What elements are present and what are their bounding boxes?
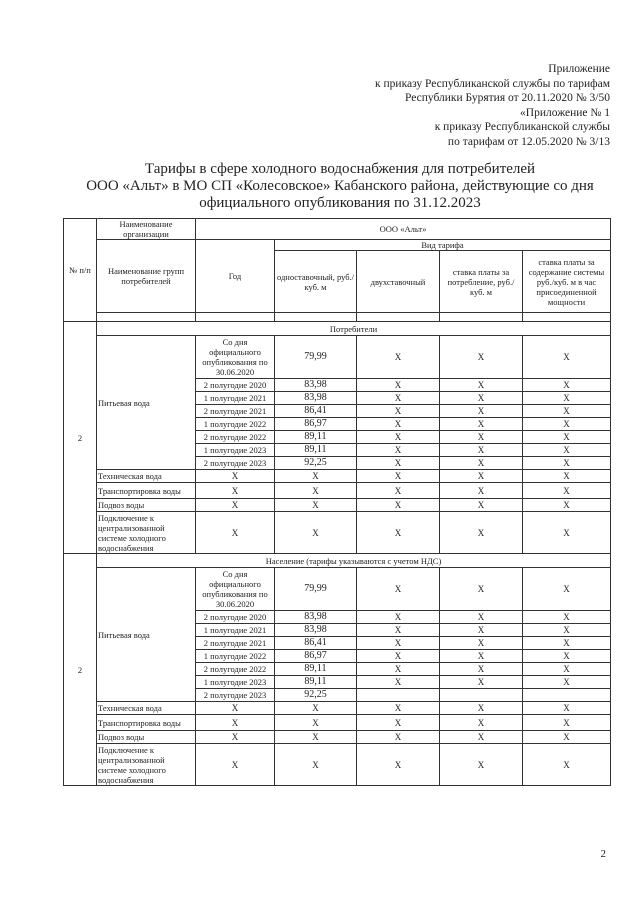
tariff-value: 79,99	[275, 568, 357, 611]
x-mark: Х	[523, 499, 611, 512]
title-line: ООО «Альт» в МО СП «Колесовское» Кабанского района, действующие со дня	[86, 178, 594, 194]
x-mark: Х	[440, 470, 523, 483]
x-mark: Х	[357, 715, 440, 731]
tariff-value: 83,98	[275, 624, 357, 637]
x-mark: Х	[440, 663, 523, 676]
x-mark: Х	[275, 512, 357, 554]
x-mark: Х	[523, 512, 611, 554]
empty-cell	[357, 689, 440, 702]
tariff-value: 89,11	[275, 444, 357, 457]
x-mark: Х	[275, 483, 357, 499]
x-mark: Х	[357, 611, 440, 624]
header-line: по тарифам от 12.05.2020 № 3/13	[447, 135, 610, 148]
group-name: Техническая вода	[97, 702, 196, 715]
title-line: Тарифы в сфере холодного водоснабжения для потребителей	[144, 161, 536, 177]
x-mark: Х	[523, 702, 611, 715]
period-cell: 1 полугодие 2021	[196, 392, 275, 405]
x-mark: Х	[440, 715, 523, 731]
x-mark: Х	[523, 676, 611, 689]
period-cell: 1 полугодие 2021	[196, 624, 275, 637]
x-mark: Х	[523, 470, 611, 483]
x-mark: Х	[357, 457, 440, 470]
x-mark: Х	[357, 624, 440, 637]
x-mark: Х	[196, 499, 275, 512]
x-mark: Х	[523, 568, 611, 611]
section-title: Потребители	[97, 322, 611, 336]
tariff-table	[63, 218, 611, 786]
period-cell: 2 полугодие 2020	[196, 379, 275, 392]
period-cell: 2 полугодие 2021	[196, 637, 275, 650]
x-mark: Х	[357, 663, 440, 676]
tariff-value: 83,98	[275, 392, 357, 405]
x-mark: Х	[440, 676, 523, 689]
x-mark: Х	[523, 392, 611, 405]
x-mark: Х	[440, 444, 523, 457]
page-number: 2	[600, 848, 606, 860]
tariff-value: 86,41	[275, 637, 357, 650]
x-mark: Х	[440, 379, 523, 392]
x-mark: Х	[523, 650, 611, 663]
tariff-value: 86,97	[275, 418, 357, 431]
tariff-value: 86,97	[275, 650, 357, 663]
section-number: 2	[64, 322, 97, 554]
x-mark: Х	[523, 483, 611, 499]
x-mark: Х	[440, 744, 523, 786]
x-mark: Х	[523, 715, 611, 731]
header-tariff-kind: Вид тарифа	[275, 240, 611, 251]
x-mark: Х	[357, 392, 440, 405]
header-consumption-rate: ставка платы за потребление, руб./ куб. м	[440, 251, 523, 313]
section-number: 2	[64, 554, 97, 786]
period-cell: 2 полугодие 2020	[196, 611, 275, 624]
x-mark: Х	[357, 568, 440, 611]
x-mark: Х	[196, 715, 275, 731]
x-mark: Х	[523, 731, 611, 744]
x-mark: Х	[357, 512, 440, 554]
group-drinking-water: Питьевая вода	[97, 336, 196, 470]
header-line: к приказу Республиканской службы	[434, 121, 610, 133]
group-drinking-water: Питьевая вода	[97, 568, 196, 702]
header-line: Республики Бурятия от 20.11.2020 № 3/50	[404, 92, 610, 104]
x-mark: Х	[275, 744, 357, 786]
period-cell: 2 полугодие 2022	[196, 431, 275, 444]
group-name: Подвоз воды	[97, 731, 196, 744]
header-year: Год	[196, 240, 275, 313]
tariff-value: 86,41	[275, 405, 357, 418]
x-mark: Х	[275, 702, 357, 715]
period-cell: Со дня официального опубликования по 30.06.2020	[196, 568, 275, 611]
x-mark: Х	[196, 731, 275, 744]
header-one-rate: одноставочный, руб./ куб. м	[275, 251, 357, 313]
x-mark: Х	[440, 611, 523, 624]
x-mark: Х	[357, 444, 440, 457]
tariff-value: 89,11	[275, 431, 357, 444]
x-mark: Х	[357, 418, 440, 431]
x-mark: Х	[440, 731, 523, 744]
x-mark: Х	[196, 744, 275, 786]
period-cell: 1 полугодие 2022	[196, 650, 275, 663]
x-mark: Х	[523, 637, 611, 650]
tariff-value: 83,98	[275, 611, 357, 624]
header-maintenance-rate: ставка платы за содержание системы руб./куб. м в час присоединенной мощности	[523, 251, 611, 313]
x-mark: Х	[357, 431, 440, 444]
group-name: Транспортировка воды	[97, 483, 196, 499]
header-two-rate: двухставочный	[357, 251, 440, 313]
x-mark: Х	[357, 744, 440, 786]
x-mark: Х	[523, 624, 611, 637]
empty-cell	[523, 689, 611, 702]
group-name: Транспортировка воды	[97, 715, 196, 731]
x-mark: Х	[440, 702, 523, 715]
period-cell: 1 полугодие 2023	[196, 444, 275, 457]
period-cell: 1 полугодие 2022	[196, 418, 275, 431]
tariff-value: 92,25	[275, 457, 357, 470]
header-org: Наименование организации	[97, 219, 196, 240]
empty-cell	[440, 689, 523, 702]
header-line: Приложение	[548, 63, 610, 75]
tariff-value: 89,11	[275, 676, 357, 689]
tariff-value: 92,25	[275, 689, 357, 702]
x-mark: Х	[440, 418, 523, 431]
x-mark: Х	[523, 336, 611, 379]
x-mark: Х	[440, 499, 523, 512]
x-mark: Х	[440, 457, 523, 470]
group-name: Подключение к централизованной системе холодного водоснабжения	[97, 744, 196, 786]
header-num: № п/п	[64, 219, 97, 322]
x-mark: Х	[440, 650, 523, 663]
period-cell: 2 полугодие 2023	[196, 457, 275, 470]
x-mark: Х	[523, 611, 611, 624]
period-cell: Со дня официального опубликования по 30.06.2020	[196, 336, 275, 379]
x-mark: Х	[440, 392, 523, 405]
x-mark: Х	[196, 470, 275, 483]
x-mark: Х	[440, 512, 523, 554]
x-mark: Х	[275, 499, 357, 512]
x-mark: Х	[196, 512, 275, 554]
x-mark: Х	[440, 637, 523, 650]
x-mark: Х	[196, 702, 275, 715]
x-mark: Х	[357, 676, 440, 689]
x-mark: Х	[440, 431, 523, 444]
header-line: «Приложение № 1	[520, 106, 610, 119]
x-mark: Х	[357, 499, 440, 512]
x-mark: Х	[440, 483, 523, 499]
header-line: к приказу Республиканской службы по тарифам	[375, 77, 610, 90]
x-mark: Х	[357, 702, 440, 715]
header-group: Наименование групп потребителей	[97, 240, 196, 313]
x-mark: Х	[357, 483, 440, 499]
period-cell: 2 полугодие 2021	[196, 405, 275, 418]
tariff-value: 79,99	[275, 336, 357, 379]
x-mark: Х	[440, 405, 523, 418]
x-mark: Х	[196, 483, 275, 499]
x-mark: Х	[523, 457, 611, 470]
x-mark: Х	[357, 470, 440, 483]
x-mark: Х	[523, 418, 611, 431]
section-title: Население (тарифы указываются с учетом НДС)	[97, 554, 611, 568]
x-mark: Х	[275, 715, 357, 731]
period-cell: 2 полугодие 2023	[196, 689, 275, 702]
x-mark: Х	[357, 637, 440, 650]
x-mark: Х	[523, 663, 611, 676]
x-mark: Х	[440, 624, 523, 637]
group-name: Подвоз воды	[97, 499, 196, 512]
x-mark: Х	[523, 444, 611, 457]
x-mark: Х	[523, 405, 611, 418]
tariff-value: 83,98	[275, 379, 357, 392]
period-cell: 2 полугодие 2022	[196, 663, 275, 676]
x-mark: Х	[357, 731, 440, 744]
x-mark: Х	[440, 336, 523, 379]
group-name: Техническая вода	[97, 470, 196, 483]
x-mark: Х	[440, 568, 523, 611]
title-line: официального опубликования по 31.12.2023	[199, 195, 481, 211]
x-mark: Х	[357, 379, 440, 392]
x-mark: Х	[357, 650, 440, 663]
group-name: Подключение к централизованной системе холодного водоснабжения	[97, 512, 196, 554]
x-mark: Х	[357, 405, 440, 418]
period-cell: 1 полугодие 2023	[196, 676, 275, 689]
x-mark: Х	[523, 744, 611, 786]
x-mark: Х	[275, 731, 357, 744]
document-title	[70, 161, 610, 212]
x-mark: Х	[523, 379, 611, 392]
order-header	[310, 62, 610, 149]
org-name: ООО «Альт»	[196, 219, 611, 240]
x-mark: Х	[275, 470, 357, 483]
tariff-value: 89,11	[275, 663, 357, 676]
x-mark: Х	[523, 431, 611, 444]
x-mark: Х	[357, 336, 440, 379]
